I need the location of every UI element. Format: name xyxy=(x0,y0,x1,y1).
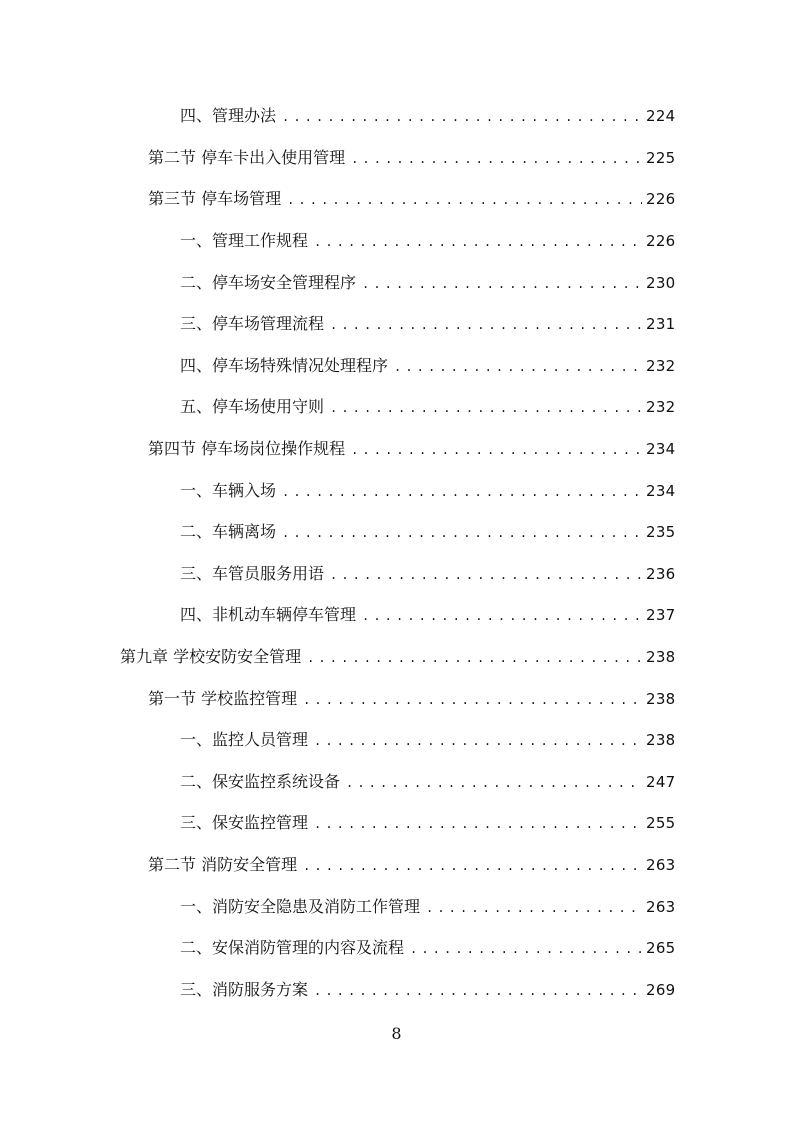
toc-entry-page: 263 xyxy=(646,855,676,874)
toc-entry[interactable] xyxy=(0,512,793,554)
toc-dot-leader xyxy=(314,731,642,751)
toc-entry-title: 一、管理工作规程 xyxy=(180,231,309,251)
toc-entry-page: 237 xyxy=(646,606,676,625)
toc-dot-leader xyxy=(303,690,642,710)
toc-entry-page: 255 xyxy=(646,814,676,833)
toc-entry[interactable] xyxy=(0,969,793,1011)
toc-dot-leader xyxy=(314,232,642,252)
toc-entry-title: 二、车辆离场 xyxy=(180,522,277,542)
toc-dot-leader xyxy=(351,440,642,460)
toc-entry[interactable] xyxy=(0,803,793,845)
toc-entry-page: 238 xyxy=(646,731,676,750)
toc-entry[interactable] xyxy=(0,554,793,596)
toc-dot-leader xyxy=(330,565,642,585)
toc-entry[interactable] xyxy=(0,928,793,970)
toc-dot-leader xyxy=(330,398,642,418)
table-of-contents xyxy=(0,96,793,1011)
toc-entry-title: 一、监控人员管理 xyxy=(180,730,309,750)
toc-dot-leader xyxy=(303,856,642,876)
toc-dot-leader xyxy=(426,898,642,918)
toc-entry-page: 225 xyxy=(646,148,676,167)
toc-entry-title: 四、非机动车辆停车管理 xyxy=(180,605,357,625)
toc-entry-page: 238 xyxy=(646,648,676,667)
toc-entry[interactable] xyxy=(0,96,793,138)
toc-dot-leader xyxy=(314,814,642,834)
toc-entry[interactable] xyxy=(0,262,793,304)
toc-entry[interactable] xyxy=(0,346,793,388)
toc-dot-leader xyxy=(287,190,642,210)
toc-entry-page: 247 xyxy=(646,772,676,791)
toc-entry-title: 四、管理办法 xyxy=(180,106,277,126)
toc-dot-leader xyxy=(314,981,642,1001)
toc-dot-leader xyxy=(330,315,642,335)
toc-entry[interactable] xyxy=(0,138,793,180)
page-number: 8 xyxy=(391,1024,402,1043)
toc-entry-page: 231 xyxy=(646,315,676,334)
toc-entry-title: 第一节 学校监控管理 xyxy=(148,688,298,708)
toc-entry-page: 226 xyxy=(646,190,676,209)
toc-entry-title: 第三节 停车场管理 xyxy=(148,189,282,209)
toc-entry-page: 226 xyxy=(646,232,676,251)
toc-entry-page: 230 xyxy=(646,273,676,292)
toc-entry-page: 265 xyxy=(646,939,676,958)
toc-entry-page: 236 xyxy=(646,564,676,583)
toc-entry-title: 二、保安监控系统设备 xyxy=(180,771,341,791)
toc-entry-title: 第二节 停车卡出入使用管理 xyxy=(148,147,346,167)
toc-entry-title: 三、停车场管理流程 xyxy=(180,314,325,334)
toc-entry-page: 269 xyxy=(646,980,676,999)
toc-dot-leader xyxy=(410,939,642,959)
toc-entry[interactable] xyxy=(0,637,793,679)
toc-entry-title: 三、保安监控管理 xyxy=(180,813,309,833)
toc-entry-title: 第九章 学校安防安全管理 xyxy=(120,647,302,667)
toc-dot-leader xyxy=(362,274,642,294)
toc-entry[interactable] xyxy=(0,720,793,762)
toc-entry-page: 232 xyxy=(646,356,676,375)
toc-entry[interactable] xyxy=(0,387,793,429)
toc-dot-leader xyxy=(362,606,642,626)
toc-entry-title: 三、车管员服务用语 xyxy=(180,563,325,583)
toc-entry-page: 234 xyxy=(646,481,676,500)
toc-dot-leader xyxy=(282,482,642,502)
toc-dot-leader xyxy=(351,149,642,169)
toc-entry-title: 一、消防安全隐患及消防工作管理 xyxy=(180,896,421,916)
toc-entry-page: 238 xyxy=(646,689,676,708)
toc-dot-leader xyxy=(282,523,642,543)
toc-entry[interactable] xyxy=(0,595,793,637)
toc-entry[interactable] xyxy=(0,470,793,512)
toc-entry-title: 一、车辆入场 xyxy=(180,480,277,500)
toc-entry[interactable] xyxy=(0,678,793,720)
toc-entry[interactable] xyxy=(0,762,793,804)
toc-entry[interactable] xyxy=(0,304,793,346)
toc-entry-page: 234 xyxy=(646,440,676,459)
toc-dot-leader xyxy=(282,107,642,127)
toc-entry[interactable] xyxy=(0,179,793,221)
toc-entry-title: 四、停车场特殊情况处理程序 xyxy=(180,355,389,375)
toc-entry-page: 235 xyxy=(646,523,676,542)
toc-entry[interactable] xyxy=(0,429,793,471)
toc-entry-title: 第四节 停车场岗位操作规程 xyxy=(148,439,346,459)
toc-dot-leader xyxy=(346,773,642,793)
toc-entry-title: 三、消防服务方案 xyxy=(180,979,309,999)
toc-entry-title: 五、停车场使用守则 xyxy=(180,397,325,417)
toc-entry-title: 二、安保消防管理的内容及流程 xyxy=(180,938,405,958)
toc-dot-leader xyxy=(394,357,642,377)
toc-entry[interactable] xyxy=(0,845,793,887)
toc-entry-page: 232 xyxy=(646,398,676,417)
toc-entry[interactable] xyxy=(0,886,793,928)
toc-entry-title: 二、停车场安全管理程序 xyxy=(180,272,357,292)
toc-dot-leader xyxy=(307,648,642,668)
toc-entry-page: 263 xyxy=(646,897,676,916)
toc-entry-page: 224 xyxy=(646,107,676,126)
toc-entry[interactable] xyxy=(0,221,793,263)
toc-entry-title: 第二节 消防安全管理 xyxy=(148,854,298,874)
